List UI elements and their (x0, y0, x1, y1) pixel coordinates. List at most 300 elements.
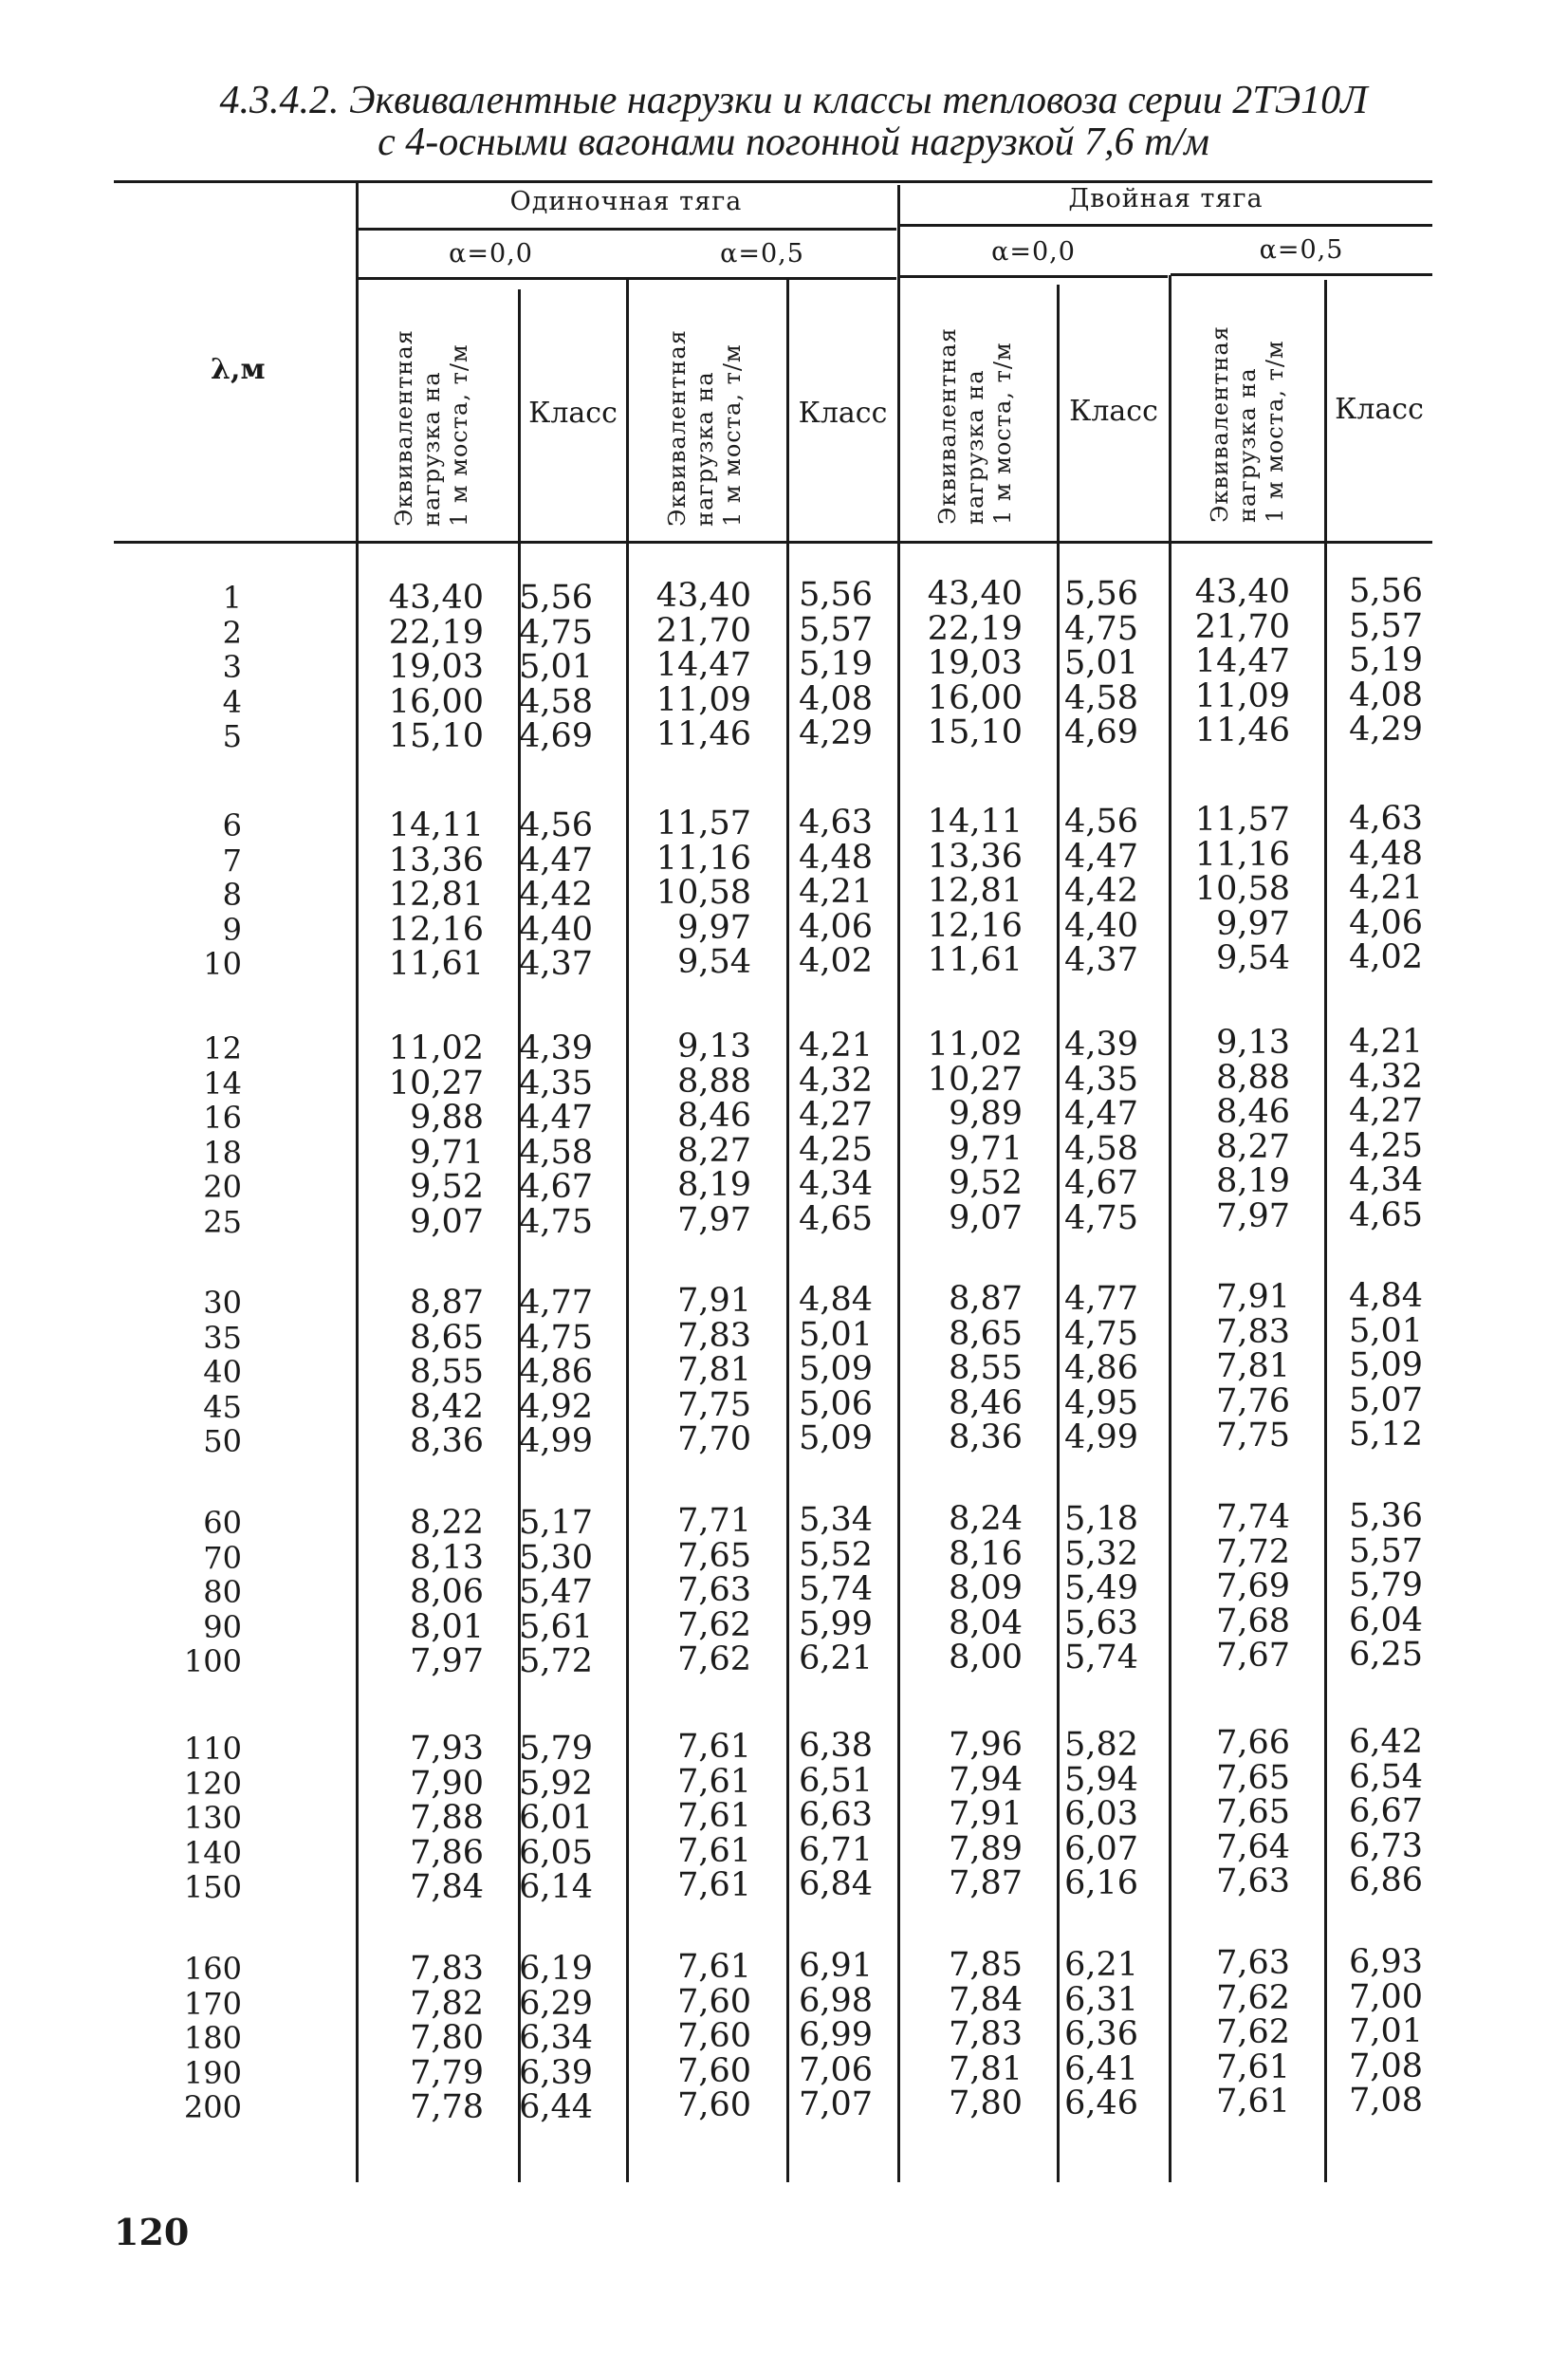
table-cell: 7,81 (949, 2049, 1023, 2088)
table-cell: 7,86 (410, 1833, 484, 1872)
eq-load-header-line-2: нагрузка на (1234, 367, 1261, 523)
table-cell: 5,92 (519, 1764, 593, 1803)
table-cell: 5,57 (1349, 1531, 1423, 1570)
table-cell: 8,46 (677, 1097, 751, 1135)
table-cell: 7,68 (1216, 1602, 1290, 1640)
table-cell: 9,52 (410, 1168, 484, 1206)
table-cell: 7,61 (677, 1728, 751, 1766)
group-header-rule-single (356, 228, 896, 231)
table-cell: 4,75 (519, 1318, 593, 1357)
table-cell: 4,47 (519, 1099, 593, 1137)
table-cell: 5,47 (519, 1573, 593, 1611)
eq-load-header-line-3: 1 м моста, т/м (719, 343, 746, 527)
lambda-cell: 200 (183, 2089, 242, 2125)
table-cell: 5,01 (519, 648, 593, 686)
table-cell: 7,61 (1216, 2083, 1290, 2121)
table-cell: 7,62 (1216, 2013, 1290, 2051)
table-cell: 8,00 (949, 1639, 1023, 1677)
lambda-cell: 100 (183, 1643, 242, 1679)
eq-load-header-line-1: Эквивалентная (1207, 325, 1233, 523)
double-traction-header: Двойная тяга (1068, 184, 1264, 213)
table-cell: 4,77 (519, 1284, 593, 1322)
eq-load-header-line-2: нагрузка на (692, 371, 718, 527)
table-cell: 5,79 (519, 1730, 593, 1768)
table-cell: 43,40 (655, 577, 751, 615)
table-cell: 5,56 (1064, 575, 1138, 613)
table-top-rule (114, 180, 1432, 183)
table-cell: 9,71 (410, 1133, 484, 1172)
table-cell: 4,42 (1064, 872, 1138, 910)
table-cell: 7,67 (1216, 1637, 1290, 1675)
table-cell: 11,02 (388, 1029, 484, 1067)
table-cell: 7,07 (799, 2085, 873, 2123)
eq-load-header-line-3: 1 м моста, т/м (1262, 340, 1288, 523)
table-cell: 4,75 (519, 613, 593, 652)
table-cell: 8,27 (677, 1131, 751, 1170)
table-cell: 7,65 (1216, 1758, 1290, 1797)
lambda-cell: 10 (203, 946, 242, 982)
header-bottom-rule (114, 541, 1432, 544)
table-cell: 4,21 (799, 1027, 873, 1065)
table-cell: 7,84 (949, 1980, 1023, 2019)
table-cell: 4,86 (519, 1353, 593, 1391)
column-rule-3 (786, 277, 789, 2182)
table-cell: 9,13 (677, 1028, 751, 1065)
table-cell: 4,77 (1064, 1280, 1138, 1318)
lambda-cell: 9 (222, 911, 242, 948)
eq-load-header-col3 (664, 329, 747, 527)
table-cell: 5,09 (799, 1350, 873, 1388)
table-cell: 7,70 (677, 1420, 751, 1458)
table-cell: 7,62 (677, 1605, 751, 1644)
table-cell: 6,31 (1064, 1980, 1138, 2019)
table-cell: 7,91 (1216, 1278, 1290, 1316)
table-cell: 7,82 (410, 1984, 484, 2023)
class-header-col2: Класс (528, 397, 618, 430)
lambda-cell: 35 (203, 1319, 242, 1356)
lambda-cell: 60 (203, 1505, 242, 1541)
table-cell: 22,19 (388, 613, 484, 652)
table-cell: 7,85 (949, 1946, 1023, 1984)
table-cell: 5,32 (1064, 1534, 1138, 1573)
table-cell: 7,61 (677, 1797, 751, 1835)
table-cell: 4,35 (1064, 1060, 1138, 1099)
table-cell: 4,08 (1349, 676, 1423, 714)
table-cell: 16,00 (388, 682, 484, 721)
alpha-header-double-a0: α=0,0 (991, 237, 1076, 267)
table-cell: 12,81 (927, 872, 1023, 910)
table-cell: 5,09 (1349, 1346, 1423, 1384)
alpha-rule-double-a5 (1171, 273, 1432, 276)
table-cell: 11,57 (1194, 801, 1290, 839)
table-cell: 6,99 (799, 2016, 873, 2054)
table-cell: 11,46 (655, 715, 751, 753)
lambda-cell: 90 (203, 1608, 242, 1645)
lambda-cell: 16 (203, 1100, 242, 1136)
table-cell: 6,21 (799, 1640, 873, 1677)
table-cell: 4,25 (1349, 1126, 1423, 1165)
table-cell: 43,40 (388, 579, 484, 617)
table-cell: 4,75 (1064, 609, 1138, 648)
table-cell: 4,08 (799, 679, 873, 718)
lambda-cell: 140 (183, 1834, 242, 1871)
table-cell: 5,57 (1349, 606, 1423, 645)
eq-load-header-col5 (934, 327, 1017, 525)
lambda-cell: 150 (183, 1869, 242, 1905)
table-cell: 8,27 (1216, 1127, 1290, 1166)
table-cell: 7,65 (677, 1536, 751, 1575)
table-cell: 21,70 (1194, 607, 1290, 646)
table-cell: 5,19 (1349, 641, 1423, 679)
table-cell: 4,99 (519, 1422, 593, 1460)
table-title-line-1: 4.3.4.2. Эквивалентные нагрузки и классы тепловоза серии 2ТЭ10Л (219, 79, 1368, 122)
table-cell: 6,03 (1064, 1795, 1138, 1833)
table-cell: 19,03 (388, 648, 484, 686)
table-cell: 7,08 (1349, 2047, 1423, 2085)
lambda-cell: 170 (183, 1985, 242, 2022)
eq-load-header-line-2: нагрузка на (418, 371, 445, 527)
table-cell: 11,46 (1194, 712, 1290, 750)
table-cell: 11,16 (655, 839, 751, 878)
table-cell: 7,61 (677, 1948, 751, 1986)
table-cell: 12,16 (388, 910, 484, 949)
table-cell: 11,16 (1194, 835, 1290, 874)
table-cell: 11,57 (655, 805, 751, 843)
table-cell: 14,11 (388, 806, 484, 844)
table-cell: 4,37 (1064, 941, 1138, 979)
class-header-col4: Класс (798, 397, 888, 430)
table-cell: 7,80 (949, 2084, 1023, 2122)
eq-load-header-col1 (391, 329, 473, 527)
table-cell: 4,75 (1064, 1314, 1138, 1353)
table-cell: 8,24 (949, 1500, 1023, 1538)
lambda-cell: 18 (203, 1134, 242, 1171)
table-title-line-2: с 4-осными вагонами погонной нагрузкой 7,6 т/м (378, 120, 1209, 164)
table-cell: 4,34 (799, 1165, 873, 1203)
table-cell: 4,42 (519, 876, 593, 914)
table-cell: 8,55 (949, 1349, 1023, 1387)
table-cell: 8,42 (410, 1387, 484, 1426)
table-cell: 5,57 (799, 610, 873, 649)
table-cell: 8,13 (410, 1538, 484, 1577)
lambda-cell: 14 (203, 1065, 242, 1102)
lambda-cell: 70 (203, 1539, 242, 1576)
table-cell: 4,92 (519, 1387, 593, 1426)
table-cell: 8,88 (677, 1062, 751, 1101)
table-cell: 4,25 (799, 1130, 873, 1169)
table-cell: 7,60 (677, 2086, 751, 2124)
table-cell: 6,46 (1064, 2084, 1138, 2122)
table-cell: 5,30 (519, 1538, 593, 1577)
lambda-cell: 1 (222, 580, 242, 616)
column-rule-7 (1324, 280, 1327, 2182)
table-cell: 15,10 (927, 713, 1023, 751)
lambda-cell: 130 (183, 1800, 242, 1836)
table-cell: 4,02 (1349, 938, 1423, 976)
table-cell: 6,54 (1349, 1757, 1423, 1796)
table-cell: 6,42 (1349, 1723, 1423, 1761)
table-cell: 8,01 (410, 1607, 484, 1646)
table-cell: 7,60 (677, 2051, 751, 2090)
alpha-rule-single-a0 (356, 277, 626, 280)
table-cell: 4,47 (1064, 1095, 1138, 1133)
table-cell: 11,09 (655, 680, 751, 719)
table-cell: 5,74 (1064, 1639, 1138, 1677)
table-cell: 6,21 (1064, 1946, 1138, 1984)
table-cell: 6,93 (1349, 1943, 1423, 1981)
table-cell: 7,60 (677, 2017, 751, 2055)
table-cell: 5,01 (799, 1315, 873, 1354)
table-cell: 6,71 (799, 1830, 873, 1869)
table-cell: 4,40 (1064, 906, 1138, 945)
table-cell: 7,63 (1216, 1944, 1290, 1982)
alpha-header-single-a5: α=0,5 (720, 239, 804, 269)
table-cell: 8,65 (410, 1318, 484, 1357)
table-cell: 7,74 (1216, 1498, 1290, 1536)
table-cell: 7,69 (1216, 1567, 1290, 1605)
table-cell: 4,69 (519, 717, 593, 755)
lambda-cell: 8 (222, 877, 242, 913)
table-cell: 4,06 (799, 907, 873, 946)
table-cell: 10,58 (1194, 870, 1290, 908)
eq-load-header-line-1: Эквивалентная (664, 329, 691, 527)
group-header-rule-double (899, 224, 1432, 227)
alpha-rule-double-a0 (899, 275, 1168, 278)
table-cell: 12,81 (388, 876, 484, 914)
table-cell: 5,49 (1064, 1569, 1138, 1607)
lambda-cell: 4 (222, 683, 242, 720)
table-cell: 4,63 (1349, 800, 1423, 838)
table-cell: 4,32 (799, 1061, 873, 1100)
table-cell: 8,04 (949, 1603, 1023, 1642)
table-cell: 6,05 (519, 1833, 593, 1872)
table-cell: 9,07 (410, 1202, 484, 1241)
eq-load-header-line-2: нагрузка на (962, 369, 988, 525)
table-cell: 7,97 (1216, 1196, 1290, 1235)
table-cell: 7,61 (677, 1866, 751, 1904)
column-rule-6 (1169, 275, 1171, 2182)
table-cell: 4,48 (1349, 834, 1423, 873)
table-cell: 15,10 (388, 717, 484, 755)
table-cell: 43,40 (927, 575, 1023, 613)
table-cell: 7,63 (677, 1571, 751, 1609)
table-cell: 5,99 (799, 1604, 873, 1643)
table-cell: 16,00 (927, 678, 1023, 717)
table-cell: 9,88 (410, 1099, 484, 1137)
table-cell: 7,91 (677, 1282, 751, 1320)
table-cell: 6,41 (1064, 2049, 1138, 2088)
table-cell: 9,54 (1216, 939, 1290, 977)
table-cell: 4,58 (1064, 1129, 1138, 1168)
table-cell: 4,86 (1064, 1349, 1138, 1387)
table-cell: 7,91 (949, 1795, 1023, 1833)
lambda-cell: 7 (222, 842, 242, 879)
table-cell: 7,94 (949, 1760, 1023, 1799)
table-cell: 5,06 (799, 1384, 873, 1423)
table-cell: 4,58 (1064, 678, 1138, 717)
lambda-cell: 40 (203, 1354, 242, 1390)
table-cell: 4,75 (519, 1202, 593, 1241)
table-cell: 6,19 (519, 1950, 593, 1988)
table-cell: 10,58 (655, 874, 751, 912)
table-cell: 8,36 (949, 1418, 1023, 1456)
table-cell: 7,83 (677, 1316, 751, 1355)
alpha-rule-single-a5 (628, 277, 896, 280)
table-cell: 4,47 (519, 841, 593, 880)
table-cell: 5,01 (1349, 1311, 1423, 1350)
table-cell: 5,63 (1064, 1603, 1138, 1642)
table-cell: 5,17 (519, 1504, 593, 1542)
lambda-cell: 110 (183, 1731, 242, 1767)
table-cell: 4,32 (1349, 1057, 1423, 1096)
table-cell: 4,65 (1349, 1195, 1423, 1234)
table-cell: 7,62 (677, 1640, 751, 1678)
lambda-cell: 30 (203, 1285, 242, 1321)
table-cell: 7,62 (1216, 1978, 1290, 2017)
table-cell: 7,88 (410, 1799, 484, 1837)
table-cell: 13,36 (388, 841, 484, 880)
table-cell: 4,63 (799, 804, 873, 842)
table-cell: 6,16 (1064, 1864, 1138, 1902)
table-cell: 19,03 (927, 644, 1023, 682)
table-cell: 9,97 (677, 908, 751, 947)
table-cell: 9,07 (949, 1198, 1023, 1237)
table-cell: 4,69 (1064, 713, 1138, 751)
table-cell: 10,27 (927, 1060, 1023, 1099)
table-cell: 7,83 (410, 1950, 484, 1988)
table-cell: 8,46 (1216, 1093, 1290, 1131)
page-number: 120 (114, 2211, 190, 2253)
table-cell: 6,67 (1349, 1792, 1423, 1830)
table-cell: 4,40 (519, 910, 593, 949)
table-cell: 5,07 (1349, 1380, 1423, 1419)
table-cell: 5,56 (1349, 572, 1423, 610)
lambda-cell: 12 (203, 1030, 242, 1066)
table-cell: 6,25 (1349, 1636, 1423, 1674)
table-cell: 4,56 (1064, 803, 1138, 841)
table-cell: 8,87 (410, 1284, 484, 1322)
table-cell: 8,55 (410, 1353, 484, 1391)
table-cell: 11,02 (927, 1026, 1023, 1064)
table-cell: 8,16 (949, 1534, 1023, 1573)
table-cell: 7,81 (1216, 1347, 1290, 1385)
lambda-cell: 50 (203, 1423, 242, 1459)
eq-load-header-line-1: Эквивалентная (391, 329, 417, 527)
table-cell: 7,80 (410, 2019, 484, 2057)
column-rule-2 (626, 277, 629, 2182)
table-cell: 4,84 (799, 1281, 873, 1319)
table-cell: 4,95 (1064, 1383, 1138, 1422)
table-cell: 7,93 (410, 1730, 484, 1768)
table-cell: 7,71 (677, 1502, 751, 1540)
table-cell: 5,56 (519, 579, 593, 617)
lambda-cell: 5 (222, 718, 242, 754)
table-cell: 5,09 (799, 1419, 873, 1457)
table-cell: 6,01 (519, 1799, 593, 1837)
lambda-cell: 80 (203, 1574, 242, 1610)
table-cell: 7,87 (949, 1864, 1023, 1902)
eq-load-header-col7 (1207, 325, 1289, 523)
table-cell: 6,38 (799, 1727, 873, 1765)
class-header-col6: Класс (1069, 395, 1158, 428)
eq-load-header-line-3: 1 м моста, т/м (989, 342, 1016, 525)
table-cell: 5,74 (799, 1570, 873, 1608)
lambda-cell: 3 (222, 649, 242, 685)
column-rule-4 (897, 185, 900, 2182)
table-cell: 5,94 (1064, 1760, 1138, 1799)
table-cell: 6,51 (799, 1761, 873, 1800)
table-cell: 22,19 (927, 609, 1023, 648)
table-cell: 6,91 (799, 1947, 873, 1985)
table-cell: 7,83 (949, 2015, 1023, 2053)
table-cell: 6,04 (1349, 1601, 1423, 1640)
table-cell: 6,63 (799, 1796, 873, 1834)
table-cell: 8,19 (677, 1166, 751, 1204)
lambda-cell: 45 (203, 1388, 242, 1425)
table-cell: 7,97 (410, 1642, 484, 1680)
table-cell: 5,61 (519, 1607, 593, 1646)
eq-load-header-line-3: 1 м моста, т/м (446, 343, 472, 527)
table-cell: 10,27 (388, 1064, 484, 1102)
table-cell: 8,22 (410, 1504, 484, 1542)
table-cell: 7,63 (1216, 1862, 1290, 1900)
table-cell: 8,88 (1216, 1058, 1290, 1097)
table-cell: 6,44 (519, 2088, 593, 2126)
table-cell: 6,39 (519, 2053, 593, 2092)
lambda-cell: 180 (183, 2020, 242, 2056)
table-cell: 7,97 (677, 1200, 751, 1239)
column-rule-lambda (356, 180, 359, 2182)
class-header-col8: Класс (1335, 393, 1424, 426)
table-cell: 6,84 (799, 1865, 873, 1903)
table-cell: 6,73 (1349, 1826, 1423, 1865)
table-cell: 11,09 (1194, 676, 1290, 715)
table-cell: 4,39 (519, 1029, 593, 1067)
table-cell: 5,72 (519, 1642, 593, 1680)
table-cell: 14,47 (1194, 642, 1290, 680)
table-cell: 7,96 (949, 1726, 1023, 1764)
table-cell: 7,76 (1216, 1381, 1290, 1420)
table-cell: 7,61 (1216, 2047, 1290, 2086)
table-cell: 5,18 (1064, 1500, 1138, 1538)
table-cell: 7,75 (677, 1385, 751, 1424)
table-cell: 7,00 (1349, 1977, 1423, 2016)
alpha-header-single-a0: α=0,0 (449, 239, 533, 269)
table-cell: 5,36 (1349, 1497, 1423, 1535)
table-cell: 4,29 (799, 714, 873, 752)
table-cell: 4,35 (519, 1064, 593, 1102)
lambda-cell: 160 (183, 1951, 242, 1987)
table-cell: 4,99 (1064, 1418, 1138, 1456)
table-cell: 11,61 (927, 941, 1023, 979)
table-cell: 4,21 (1349, 869, 1423, 907)
table-cell: 7,65 (1216, 1793, 1290, 1831)
table-cell: 5,12 (1349, 1416, 1423, 1454)
table-cell: 8,87 (949, 1280, 1023, 1318)
table-cell: 4,58 (519, 682, 593, 721)
table-cell: 9,52 (949, 1164, 1023, 1202)
lambda-cell: 20 (203, 1169, 242, 1205)
table-cell: 5,01 (1064, 644, 1138, 682)
table-cell: 9,71 (949, 1129, 1023, 1168)
table-cell: 11,61 (388, 945, 484, 983)
table-cell: 12,16 (927, 906, 1023, 945)
table-cell: 6,07 (1064, 1829, 1138, 1868)
lambda-cell: 190 (183, 2054, 242, 2091)
table-cell: 21,70 (655, 611, 751, 650)
table-cell: 5,82 (1064, 1726, 1138, 1764)
table-cell: 6,98 (799, 1981, 873, 2020)
